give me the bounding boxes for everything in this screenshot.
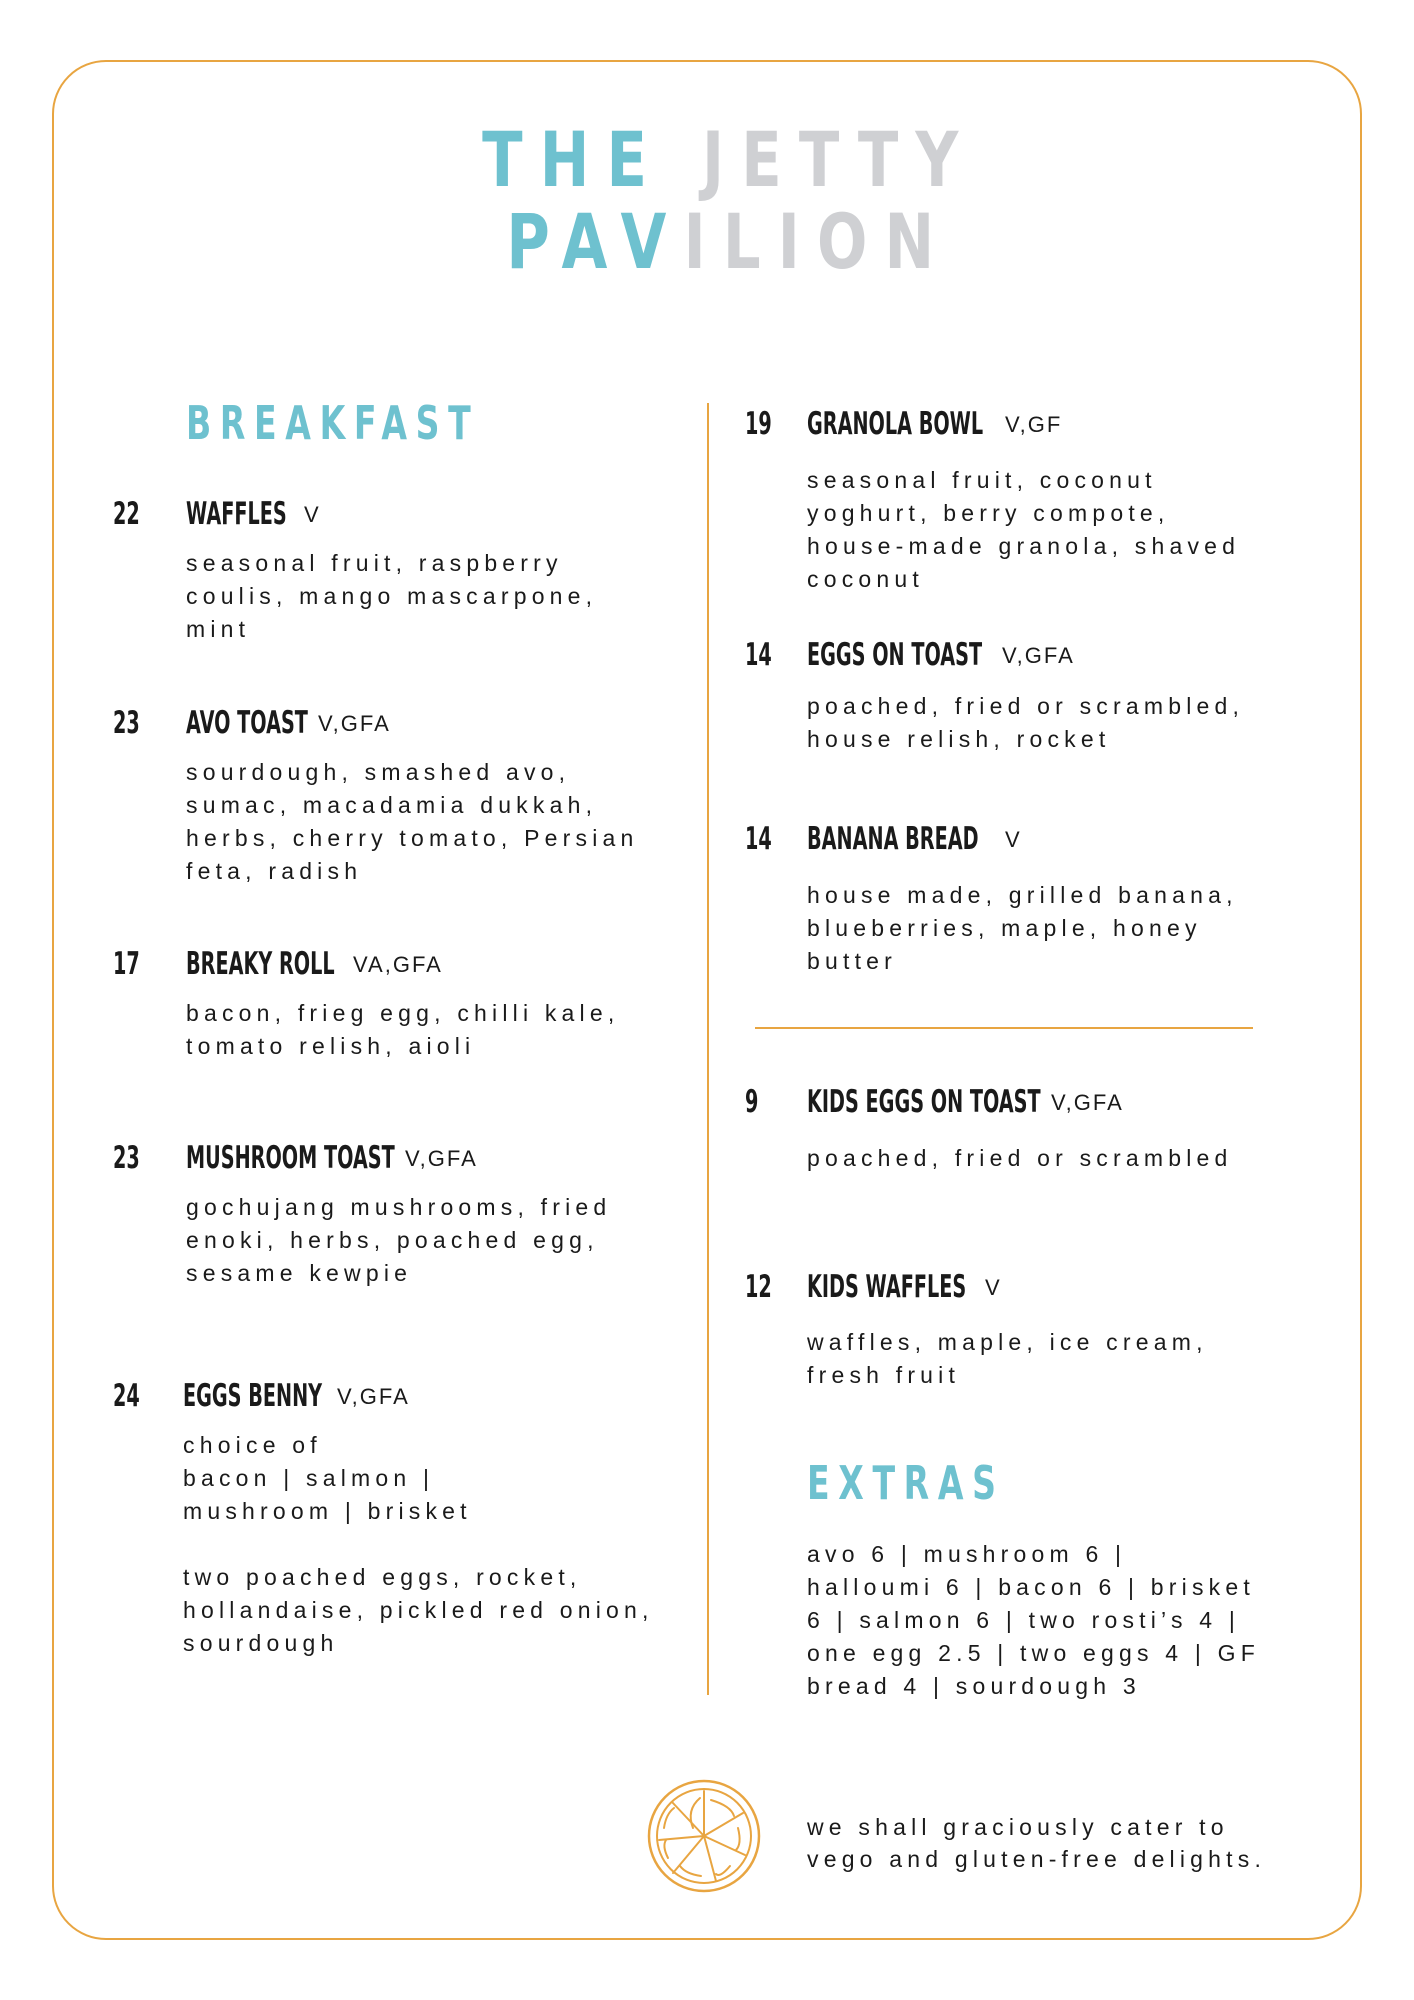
- brand-title-line-2: [156, 197, 1281, 286]
- item-price: 19: [745, 406, 772, 442]
- item-description: gochujang mushrooms, fried enoki, herbs, poached egg, sesame kewpie: [186, 1194, 612, 1286]
- item-name: BANANA BREAD: [807, 821, 979, 857]
- item-heading: [186, 496, 348, 532]
- item-description: poached, fried or scrambled, house relish, rocket: [807, 693, 1245, 752]
- item-dietary-tags: V,GF: [1005, 412, 1063, 437]
- item-name: WAFFLES: [186, 496, 287, 532]
- extras-list: avo 6 | mushroom 6 | halloumi 6 | bacon 6 | brisket 6 | salmon 6 | two rosti’s 4 | one egg 2.5 | two eggs 4 | GF bread 4 | sourdough 3: [807, 1541, 1260, 1699]
- item-price: 12: [745, 1269, 772, 1305]
- item-name: KIDS EGGS ON TOAST: [807, 1084, 1041, 1120]
- item-description: sourdough, smashed avo, sumac, macadamia dukkah, herbs, cherry tomato, Persian feta, radish: [186, 759, 639, 884]
- item-price: 14: [745, 821, 772, 857]
- item-dietary-tags: V,GFA: [405, 1146, 478, 1171]
- brand-title-line-1: [156, 115, 1281, 204]
- item-dietary-tags: V,GFA: [318, 711, 391, 736]
- item-dietary-tags: V: [304, 502, 321, 527]
- item-price: 23: [113, 1140, 140, 1176]
- item-name: KIDS WAFFLES: [807, 1269, 967, 1305]
- item-dietary-tags: V: [985, 1275, 1002, 1300]
- item-dietary-tags: V,GFA: [1002, 643, 1075, 668]
- item-price: 9: [745, 1084, 759, 1120]
- item-name: GRANOLA BOWL: [807, 406, 984, 442]
- item-price: 24: [113, 1378, 140, 1414]
- orange-slice-icon: [646, 1778, 762, 1894]
- item-heading: [807, 1269, 1064, 1305]
- brand-title-accent: THE: [482, 115, 665, 204]
- brand-title-grey: ILION: [683, 197, 952, 286]
- item-description: house made, grilled banana, blueberries, maple, honey butter: [807, 882, 1238, 974]
- item-dietary-tags: V,GFA: [337, 1384, 410, 1409]
- item-dietary-tags: V: [1005, 827, 1022, 852]
- breakfast-heading: BREAKFAST: [186, 396, 480, 450]
- brand-title-grey: JETTY: [702, 115, 976, 204]
- item-description: waffles, maple, ice cream, fresh fruit: [807, 1329, 1208, 1388]
- item-heading: [807, 821, 1084, 857]
- item-price: 22: [113, 496, 140, 532]
- extras-heading: EXTRAS: [807, 1456, 1005, 1510]
- item-heading: [807, 1084, 1184, 1120]
- item-name: EGGS BENNY: [183, 1378, 323, 1414]
- item-name: AVO TOAST: [186, 705, 308, 741]
- footer-note: we shall graciously cater to vego and gluten-free delights.: [807, 1814, 1267, 1872]
- item-price: 14: [745, 637, 772, 673]
- item-description: choice of bacon | salmon | mushroom | brisket two poached eggs, rocket, hollandaise, pickled red onion, sourdough: [183, 1432, 654, 1656]
- item-name: EGGS ON TOAST: [807, 637, 983, 673]
- item-name: BREAKY ROLL: [186, 946, 335, 982]
- item-price: 23: [113, 705, 140, 741]
- item-dietary-tags: V,GFA: [1051, 1090, 1124, 1115]
- item-description: seasonal fruit, raspberry coulis, mango mascarpone, mint: [186, 550, 598, 642]
- brand-title-accent: PAV: [506, 197, 684, 286]
- item-description: poached, fried or scrambled: [807, 1145, 1233, 1171]
- item-description: seasonal fruit, coconut yoghurt, berry compote, house-made granola, shaved coconut: [807, 467, 1241, 592]
- column-divider: [707, 403, 709, 1695]
- item-description: bacon, frieg egg, chilli kale, tomato relish, aioli: [186, 1000, 620, 1059]
- item-name: MUSHROOM TOAST: [186, 1140, 395, 1176]
- kids-divider: [755, 1027, 1253, 1029]
- item-price: 17: [113, 946, 140, 982]
- item-dietary-tags: VA,GFA: [353, 952, 443, 977]
